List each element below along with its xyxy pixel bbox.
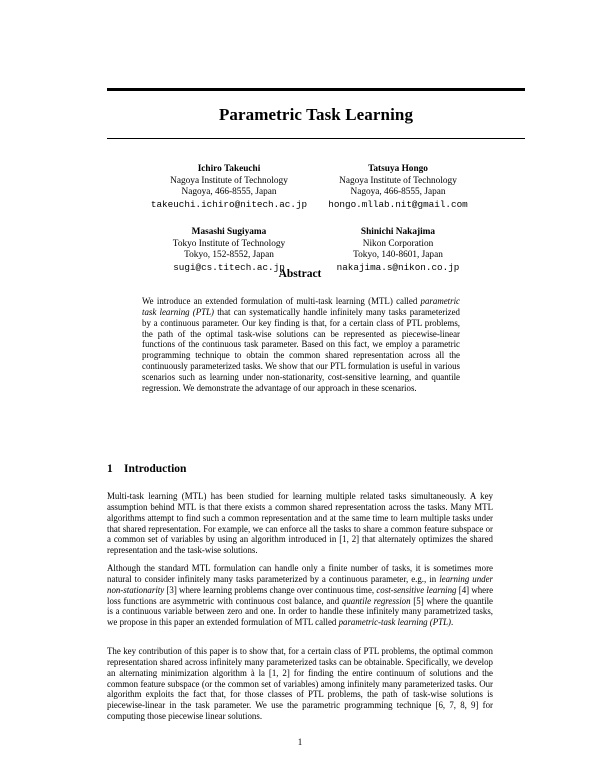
paragraph-text: Although the standard MTL formulation can handle only a finite number of tasks, it is sometimes more natural to consider infinitely many tasks parameterized by a continuous parameter, e.g., in xyxy=(107,563,493,584)
title-bottom-rule xyxy=(107,138,525,139)
page-number: 1 xyxy=(297,737,303,747)
paragraph-text: [3] where learning problems change over continuous time, xyxy=(164,584,377,595)
author-name: Masashi Sugiyama xyxy=(191,227,267,237)
paragraph-emphasis: learning under non-stationarity xyxy=(107,573,494,595)
author-block xyxy=(293,227,503,273)
section-title: Introduction xyxy=(124,463,187,475)
author-affiliation: Nikon Corporation xyxy=(362,238,434,249)
paragraph-emphasis: cost-sensitive learning xyxy=(376,584,457,595)
paper-title: Parametric Task Learning xyxy=(218,105,414,124)
paragraph-emphasis: quantile regression xyxy=(341,595,411,606)
author-affiliation: Tokyo Institute of Technology xyxy=(172,238,286,249)
author-address: Nagoya, 466-8555, Japan xyxy=(181,187,277,198)
abstract-heading: Abstract xyxy=(278,268,322,280)
author-email[interactable]: sugi@cs.titech.ac.jp xyxy=(173,261,285,273)
author-address: Nagoya, 466-8555, Japan xyxy=(350,187,446,198)
paragraph-text: . xyxy=(451,617,454,628)
author-address: Tokyo, 152-8552, Japan xyxy=(184,250,274,261)
paragraph-text: [4] where loss functions are asymmetric with continuous cost balance, and xyxy=(107,584,494,606)
abstract-text: We introduce an extended formulation of multi-task learning (MTL) called xyxy=(142,296,421,306)
author-name: Tatsuya Hongo xyxy=(368,164,428,174)
section-number: 1 xyxy=(107,463,113,475)
intro-paragraph-2 xyxy=(107,563,493,628)
author-affiliation: Nagoya Institute of Technology xyxy=(339,175,457,186)
author-name: Ichiro Takeuchi xyxy=(197,164,261,174)
abstract-emphasis: parametric task learning (PTL) xyxy=(142,296,460,317)
paragraph-emphasis: parametric-task learning (PTL) xyxy=(338,617,452,628)
author-block xyxy=(293,164,503,210)
author-email[interactable]: nakajima.s@nikon.co.jp xyxy=(336,261,460,273)
author-email[interactable]: takeuchi.ichiro@nitech.ac.jp xyxy=(150,198,308,210)
author-name: Shinichi Nakajima xyxy=(360,227,436,237)
intro-paragraph-3: The key contribution of this paper is to show that, for a certain class of PTL problems, the optimal common representation shared across infinitely many parameterized tasks can be obtainable. Specifically, we develop an alternating minimization algorithm à la [1, 2] for finding the entire continuum of solutions and the common feature subspace (or the common set of variables) among infinitely many parameterized tasks. Our algorithm exploits the fact that, for those classes of PTL problems, the path of task-wise solutions is piecewise-linear in the task parameter. We use the parametric programming technique [6, 7, 8, 9] for computing those piecewise linear solutions. xyxy=(107,646,493,722)
abstract-body xyxy=(142,296,460,394)
abstract-text: that can systematically handle infinitely many tasks parameterized by a continuous parameter. Our key finding is that, for a certain class of PTL problems, the path of the optimal task-wise solutions can be represented as piecewise-linear functions of the continuous task parameter. Based on this fact, we employ a parametric programming technique to obtain the common shared representation across all the continuously parameterized tasks. We show that our PTL formulation is useful in various scenarios such as learning under non-stationarity, cost-sensitive learning, and quantile regression. We demonstrate the advantage of our approach in these scenarios. xyxy=(142,306,460,393)
section-heading xyxy=(107,463,186,475)
title-top-rule xyxy=(107,88,525,91)
intro-paragraph-1: Multi-task learning (MTL) has been studied for learning multiple related tasks simultaneously. A key assumption behind MTL is that there exists a common shared representation across the tasks. Many MTL algorithms attempt to find such a common representation and at the same time to learn multiple tasks under that shared representation. For example, we can enforce all the tasks to share a common feature subspace or a common set of variables by using an algorithm introduced in [1, 2] that alternately optimizes the shared representation and the task-wise solutions. xyxy=(107,491,493,556)
paragraph-text: [5] where the quantile is a continuous variable between zero and one. In order to handle these infinitely many parametrized tasks, we propose in this paper an extended formulation of MTL called xyxy=(107,595,493,628)
author-affiliation: Nagoya Institute of Technology xyxy=(170,175,288,186)
author-email[interactable]: hongo.mllab.nit@gmail.com xyxy=(328,198,468,210)
author-address: Tokyo, 140-8601, Japan xyxy=(353,250,443,261)
